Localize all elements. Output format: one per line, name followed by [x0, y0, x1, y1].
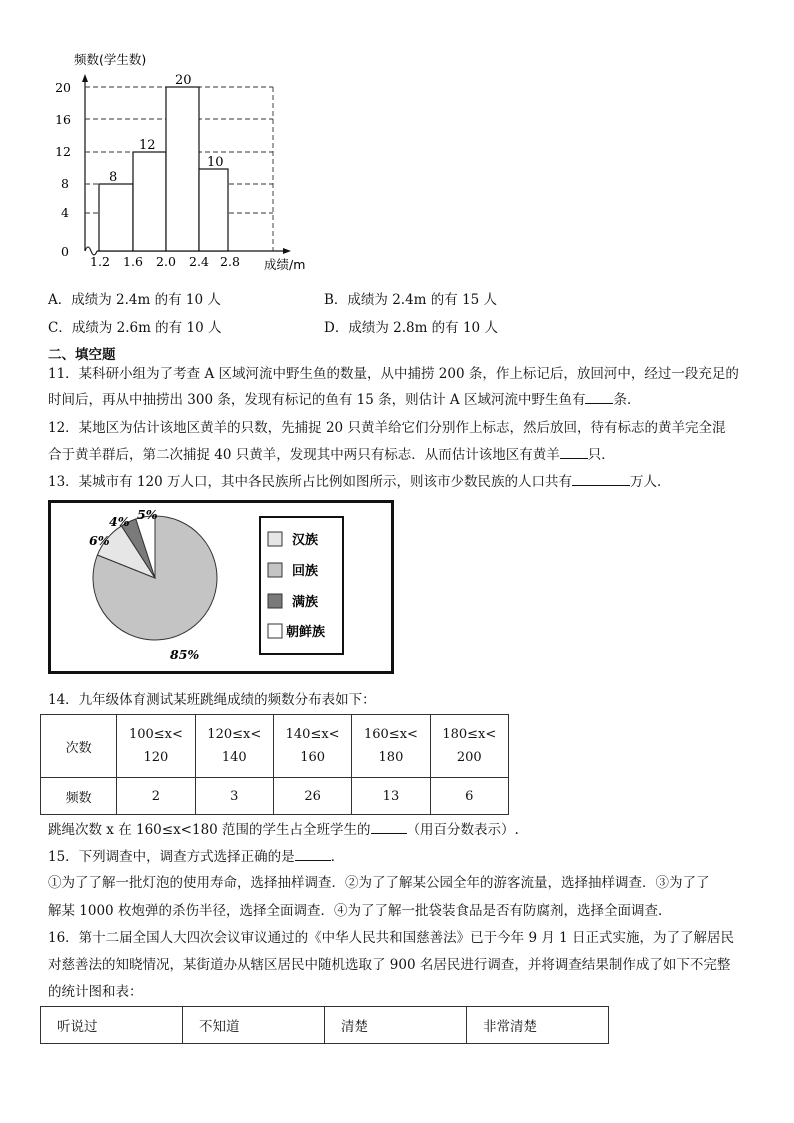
pie-label-6: 6%: [89, 533, 110, 548]
count-cell: 3: [195, 778, 273, 815]
q16-line2: 对慈善法的知晓情况，某街道办从辖区居民中随机选取了 900 名居民进行调查，并将调查结果制作成了如下不完整: [48, 957, 731, 973]
count-cell: 2: [117, 778, 195, 815]
q13-answer-blank[interactable]: [572, 473, 630, 486]
bar-label: 10: [207, 155, 224, 170]
option-c: C．成绩为 2.6m 的有 10 人: [48, 320, 222, 336]
q12-answer-blank[interactable]: [560, 446, 588, 459]
q11-text: 时间后，再从中抽捞出 300 条，发现有标记的鱼有 15 条，则估计 A 区域河流中野生鱼有: [48, 392, 586, 408]
q12-text: 合于黄羊群后，第二次捕捉 40 只黄羊，发现其中两只有标志．从而估计该地区有黄羊: [48, 447, 560, 463]
q12-line1: 12．某地区为估计该地区黄羊的只数，先捕捉 20 只黄羊给它们分别作上标志，然后放回，待有标志的黄羊完全混: [48, 420, 726, 436]
q15-line2: ①为了了解一批灯泡的使用寿命，选择抽样调查．②为了了解某公园全年的游客流量，选择抽样调查．③为了了: [48, 875, 710, 891]
bar-2.0-2.4: [166, 87, 199, 251]
q15-text: 15．下列调查中，调查方式选择正确的是: [48, 849, 295, 865]
y-tick-label: 8: [61, 176, 69, 191]
y-tick-label: 16: [55, 112, 71, 127]
pie-label-85: 85%: [170, 647, 200, 662]
q14-text: 跳绳次数 x 在 160≤x<180 范围的学生占全班学生的: [48, 822, 371, 838]
legend-man: 满族: [292, 595, 319, 610]
count-cell: 13: [352, 778, 430, 815]
y-axis-label: 频数(学生数): [74, 52, 147, 67]
count-cell: 6: [430, 778, 508, 815]
q14-tail: （用百分数表示）.: [406, 822, 519, 838]
bar-1.2-1.6: [99, 184, 133, 251]
option-b: B．成绩为 2.4m 的有 15 人: [324, 292, 498, 308]
table-header-frequency: 频数: [41, 778, 117, 815]
range-cell: 120≤x< 140: [195, 715, 273, 778]
q13-tail: 万人．: [630, 474, 671, 490]
q11-line2: [48, 388, 640, 408]
x-tick-label: 2.8: [220, 254, 240, 269]
y-tick-label: 0: [61, 244, 69, 259]
q15-line1: [48, 845, 344, 865]
legend-hui: 回族: [292, 564, 319, 579]
q14-intro: 14．九年级体育测试某班跳绳成绩的频数分布表如下：: [48, 692, 376, 708]
q16-line1: 16．第十二届全国人大四次会议审议通过的《中华人民共和国慈善法》已于今年 9 月 1 日正式实施，为了了解居民: [48, 930, 735, 946]
x-tick-label: 1.2: [90, 254, 110, 269]
option-a: A．成绩为 2.4m 的有 10 人: [48, 292, 221, 308]
bar-2.4-2.8: [199, 169, 228, 251]
table-cell: 非常清楚: [467, 1007, 609, 1044]
q14-answer-blank[interactable]: [371, 821, 407, 834]
q15-line3: 解某 1000 枚炮弹的杀伤半径，选择全面调查．④为了了解一批袋装食品是否有防腐剂，选择全面调查．: [48, 903, 672, 919]
y-tick-label: 20: [55, 80, 71, 95]
q15-tail: ．: [330, 849, 345, 865]
legend-han: 汉族: [292, 533, 319, 548]
x-tick-label: 2.4: [189, 254, 209, 269]
q15-answer-blank[interactable]: [295, 848, 331, 861]
x-tick-label: 1.6: [123, 254, 143, 269]
pie-label-4: 4%: [109, 514, 130, 529]
range-cell: 160≤x< 180: [352, 715, 430, 778]
q12-line2: [48, 443, 615, 463]
pie-label-5: 5%: [137, 507, 158, 522]
y-axis-arrow: [82, 74, 88, 82]
q11-answer-blank[interactable]: [585, 391, 613, 404]
q16-line3: 的统计图和表：: [48, 984, 143, 1000]
table-header-count: 次数: [41, 715, 117, 778]
bar-label: 8: [109, 170, 118, 185]
range-cell: 140≤x< 160: [273, 715, 351, 778]
table-cell: 清楚: [325, 1007, 467, 1044]
q13-line1: [48, 470, 671, 490]
awareness-table: [40, 1006, 609, 1044]
q12-tail: 只．: [587, 447, 615, 463]
range-cell: 180≤x< 200: [430, 715, 508, 778]
frequency-table: [40, 714, 509, 815]
option-d: D．成绩为 2.8m 的有 10 人: [324, 320, 498, 336]
x-axis-arrow: [283, 248, 291, 254]
histogram-chart: [40, 45, 320, 275]
x-axis-label: 成绩/m: [264, 257, 306, 272]
q13-text: 13．某城市有 120 万人口，其中各民族所占比例如图所示，则该市少数民族的人口共有: [48, 474, 573, 490]
x-tick-label: 2.0: [156, 254, 176, 269]
section-title: 二、填空题: [48, 347, 116, 363]
bar-1.6-2.0: [133, 152, 166, 251]
y-tick-label: 4: [61, 205, 69, 220]
table-cell: 听说过: [41, 1007, 183, 1044]
range-cell: 100≤x< 120: [117, 715, 195, 778]
pie-chart-figure: [48, 500, 395, 675]
legend-chaoxian: 朝鲜族: [286, 625, 326, 640]
q11-line1: 11．某科研小组为了考查 A 区域河流中野生鱼的数量，从中捕捞 200 条，作上标记后，放回河中，经过一段充足的: [48, 366, 739, 382]
y-tick-label: 12: [55, 144, 71, 159]
q11-tail: 条．: [613, 392, 641, 408]
table-cell: 不知道: [183, 1007, 325, 1044]
bar-label: 20: [175, 73, 192, 88]
count-cell: 26: [273, 778, 351, 815]
bar-label: 12: [139, 138, 156, 153]
q14-question: [48, 818, 519, 838]
